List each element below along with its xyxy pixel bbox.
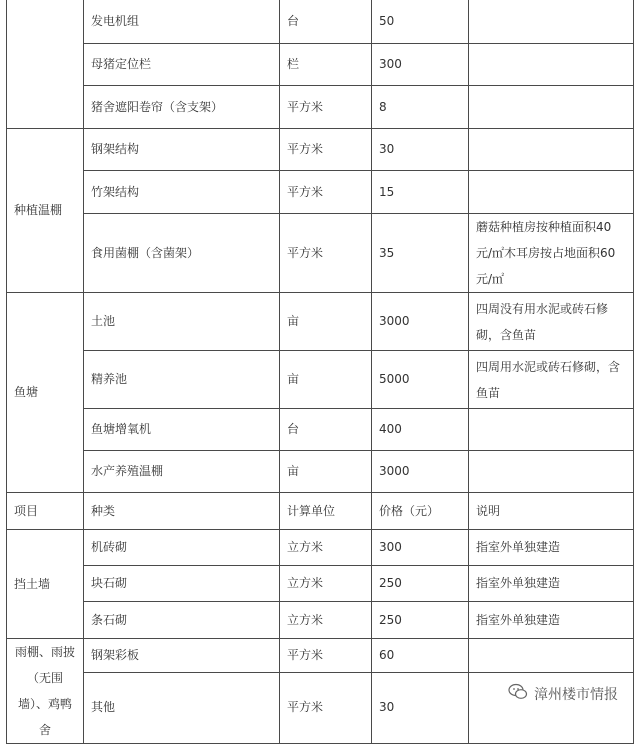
group-cell-shed: 雨棚、雨披（无围墙）、鸡鸭舍 bbox=[7, 639, 84, 744]
item-price: 3000 bbox=[372, 293, 469, 351]
item-note bbox=[469, 129, 634, 171]
item-unit: 平方米 bbox=[280, 86, 372, 129]
item-unit: 亩 bbox=[280, 451, 372, 493]
item-unit: 立方米 bbox=[280, 566, 372, 602]
wechat-icon bbox=[508, 682, 528, 706]
item-price: 35 bbox=[372, 214, 469, 293]
header-note: 说明 bbox=[469, 493, 634, 530]
table-row bbox=[7, 530, 634, 566]
header-unit: 计算单位 bbox=[280, 493, 372, 530]
item-name: 条石砌 bbox=[84, 602, 280, 639]
table-row bbox=[7, 602, 634, 639]
item-name: 钢架结构 bbox=[84, 129, 280, 171]
compensation-price-table bbox=[6, 0, 634, 744]
item-price: 30 bbox=[372, 129, 469, 171]
item-unit: 立方米 bbox=[280, 530, 372, 566]
header-price: 价格（元） bbox=[372, 493, 469, 530]
table-row bbox=[7, 566, 634, 602]
table-row bbox=[7, 171, 634, 214]
item-unit: 亩 bbox=[280, 351, 372, 409]
item-price: 30 bbox=[372, 672, 469, 744]
item-name: 机砖砌 bbox=[84, 530, 280, 566]
item-price: 250 bbox=[372, 602, 469, 639]
item-note: 指室外单独建造 bbox=[469, 602, 634, 639]
table-row bbox=[7, 451, 634, 493]
item-price: 400 bbox=[372, 409, 469, 451]
item-name: 其他 bbox=[84, 672, 280, 744]
table-row bbox=[7, 409, 634, 451]
watermark-text: 漳州楼市情报 bbox=[534, 687, 618, 703]
group-cell-fishpond: 鱼塘 bbox=[7, 293, 84, 493]
table-row bbox=[7, 293, 634, 351]
item-note bbox=[469, 86, 634, 129]
item-price: 8 bbox=[372, 86, 469, 129]
table-row bbox=[7, 129, 634, 171]
item-note bbox=[469, 0, 634, 44]
item-price: 15 bbox=[372, 171, 469, 214]
group-cell-greenhouse: 种植温棚 bbox=[7, 129, 84, 293]
item-unit: 立方米 bbox=[280, 602, 372, 639]
item-note bbox=[469, 44, 634, 86]
item-name: 水产养殖温棚 bbox=[84, 451, 280, 493]
header-item: 项目 bbox=[7, 493, 84, 530]
table-row bbox=[7, 351, 634, 409]
item-name: 土池 bbox=[84, 293, 280, 351]
table-row bbox=[7, 214, 634, 293]
item-name: 竹架结构 bbox=[84, 171, 280, 214]
item-price: 60 bbox=[372, 639, 469, 673]
item-unit: 栏 bbox=[280, 44, 372, 86]
watermark bbox=[504, 680, 622, 708]
item-name: 母猪定位栏 bbox=[84, 44, 280, 86]
header-row bbox=[7, 493, 634, 530]
item-name: 食用菌棚（含菌架） bbox=[84, 214, 280, 293]
item-unit: 平方米 bbox=[280, 639, 372, 673]
item-note bbox=[469, 639, 634, 673]
group-cell-retaining-wall: 挡土墙 bbox=[7, 530, 84, 639]
item-unit: 亩 bbox=[280, 293, 372, 351]
item-price: 5000 bbox=[372, 351, 469, 409]
item-note: 指室外单独建造 bbox=[469, 566, 634, 602]
item-name: 猪舍遮阳卷帘（含支架） bbox=[84, 86, 280, 129]
item-price: 3000 bbox=[372, 451, 469, 493]
item-note: 四周用水泥或砖石修砌，含鱼苗 bbox=[469, 351, 634, 409]
item-unit: 台 bbox=[280, 0, 372, 44]
table-row bbox=[7, 0, 634, 44]
group-cell-continued bbox=[7, 0, 84, 129]
item-unit: 平方米 bbox=[280, 129, 372, 171]
item-unit: 台 bbox=[280, 409, 372, 451]
item-note: 指室外单独建造 bbox=[469, 530, 634, 566]
table-row bbox=[7, 86, 634, 129]
item-note bbox=[469, 171, 634, 214]
item-name: 钢架彩板 bbox=[84, 639, 280, 673]
item-price: 50 bbox=[372, 0, 469, 44]
item-name: 精养池 bbox=[84, 351, 280, 409]
item-name: 鱼塘增氧机 bbox=[84, 409, 280, 451]
item-note bbox=[469, 409, 634, 451]
item-unit: 平方米 bbox=[280, 672, 372, 744]
item-note: 四周没有用水泥或砖石修砌，含鱼苗 bbox=[469, 293, 634, 351]
header-type: 种类 bbox=[84, 493, 280, 530]
item-note: 蘑菇种植房按种植面积40元/㎡木耳房按占地面积60元/㎡ bbox=[469, 214, 634, 293]
item-price: 250 bbox=[372, 566, 469, 602]
table-row bbox=[7, 44, 634, 86]
table-row bbox=[7, 639, 634, 673]
item-price: 300 bbox=[372, 530, 469, 566]
item-unit: 平方米 bbox=[280, 171, 372, 214]
item-unit: 平方米 bbox=[280, 214, 372, 293]
item-name: 发电机组 bbox=[84, 0, 280, 44]
item-price: 300 bbox=[372, 44, 469, 86]
item-name: 块石砌 bbox=[84, 566, 280, 602]
item-note bbox=[469, 451, 634, 493]
